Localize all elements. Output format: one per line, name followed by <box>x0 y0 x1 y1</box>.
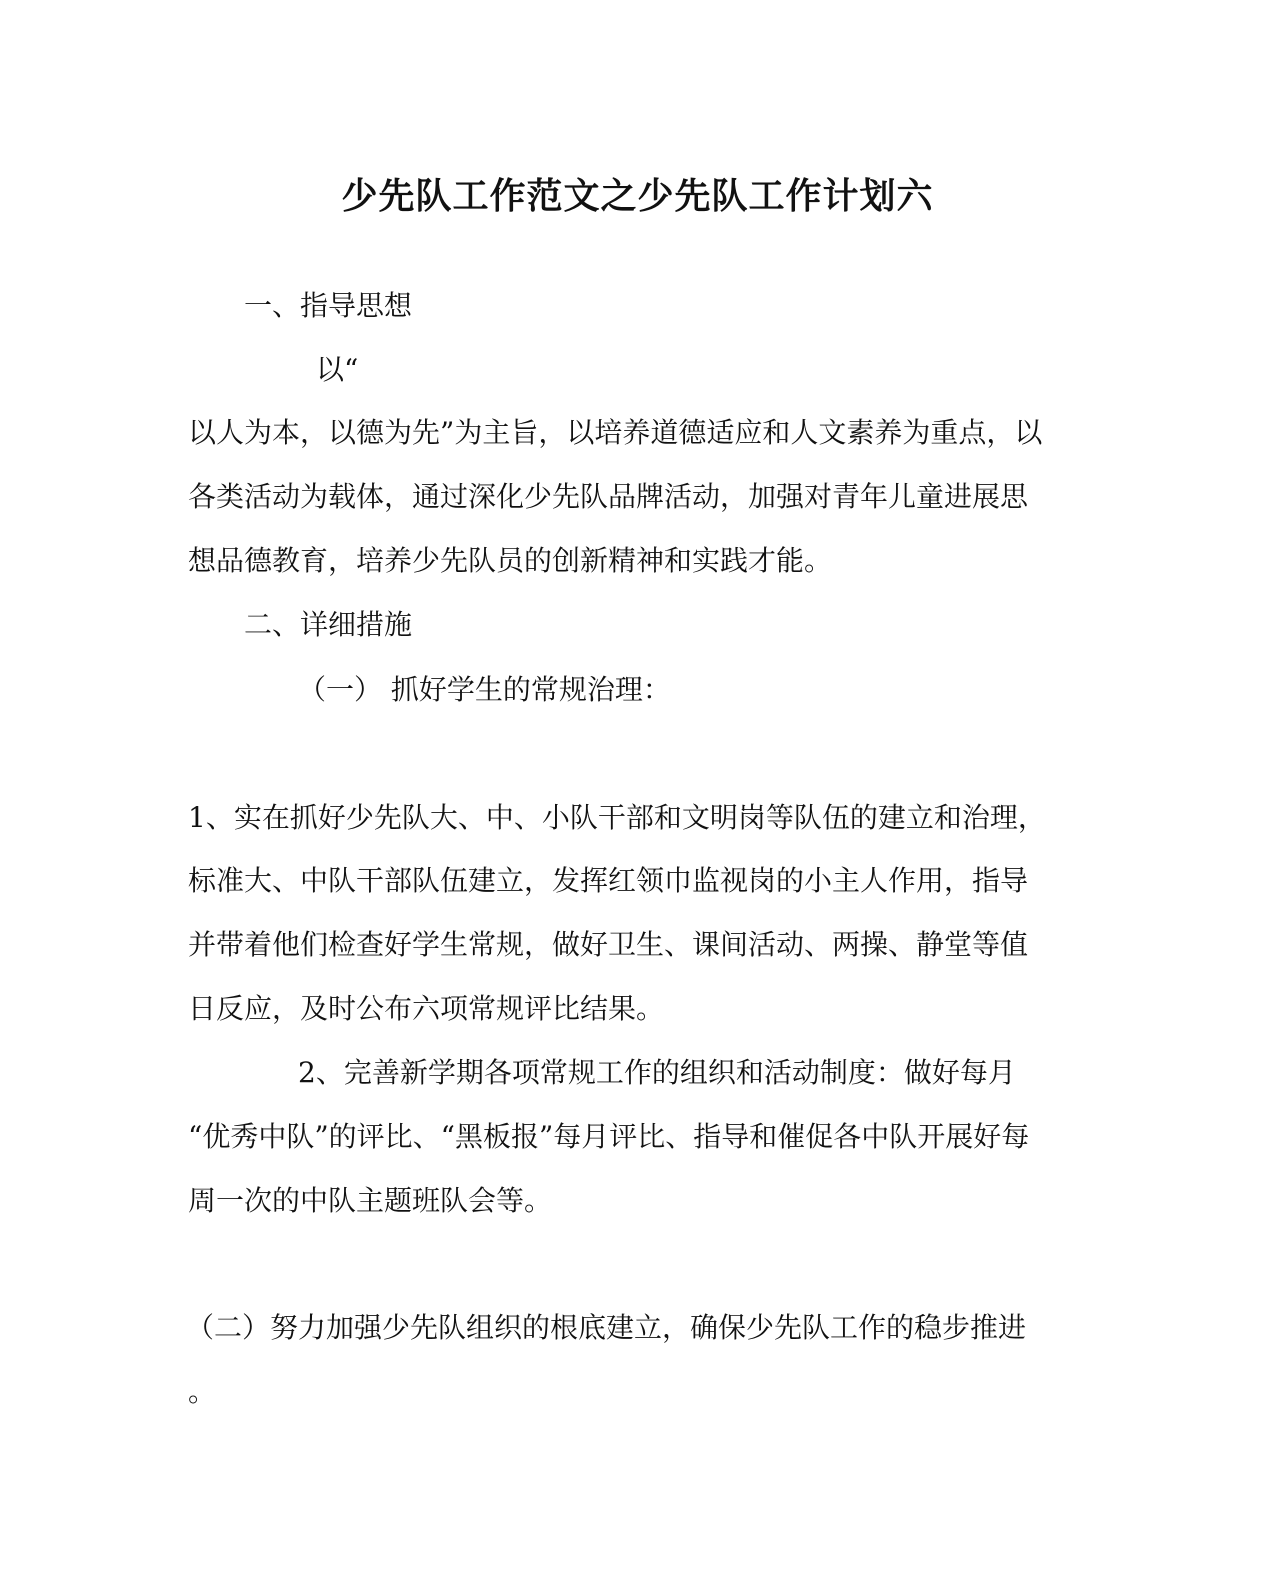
paragraph-line: “优秀中队”的评比、“黑板报”每月评比、指导和催促各中队开展好每 <box>188 1120 1030 1153</box>
paragraph-line: 并带着他们检查好学生常规，做好卫生、课间活动、两操、静堂等值 <box>188 928 1029 961</box>
paragraph-line: 日反应，及时公布六项常规评比结果。 <box>188 992 665 1025</box>
paragraph-line: 各类活动为载体，通过深化少先队品牌活动，加强对青年儿童进展思 <box>188 480 1029 513</box>
subsection-heading-organization-building: （二）努力加强少先队组织的根底建立，确保少先队工作的稳步推进 <box>186 1311 1027 1344</box>
subsection-heading-routine-management: （一） 抓好学生的常规治理： <box>298 673 671 706</box>
paragraph-line: 2、完善新学期各项常规工作的组织和活动制度：做好每月 <box>298 1056 1016 1089</box>
paragraph-line: 想品德教育，培养少先队员的创新精神和实践才能。 <box>188 544 833 577</box>
paragraph-line: 。 <box>188 1375 217 1408</box>
paragraph-line: 以人为本，以德为先”为主旨，以培养道德适应和人文素养为重点，以 <box>188 416 1043 449</box>
paragraph-line: 标准大、中队干部队伍建立，发挥红领巾监视岗的小主人作用，指导 <box>188 864 1029 897</box>
document-title: 少先队工作范文之少先队工作计划六 <box>341 175 934 217</box>
section-heading-guiding-thought: 一、指导思想 <box>244 289 413 322</box>
section-heading-measures: 二、详细措施 <box>244 608 413 641</box>
paragraph-lead: 以“ <box>316 353 359 386</box>
paragraph-line: 周一次的中队主题班队会等。 <box>188 1184 553 1217</box>
paragraph-line: 1、实在抓好少先队大、中、小队干部和文明岗等队伍的建立和治理， <box>188 801 1046 834</box>
